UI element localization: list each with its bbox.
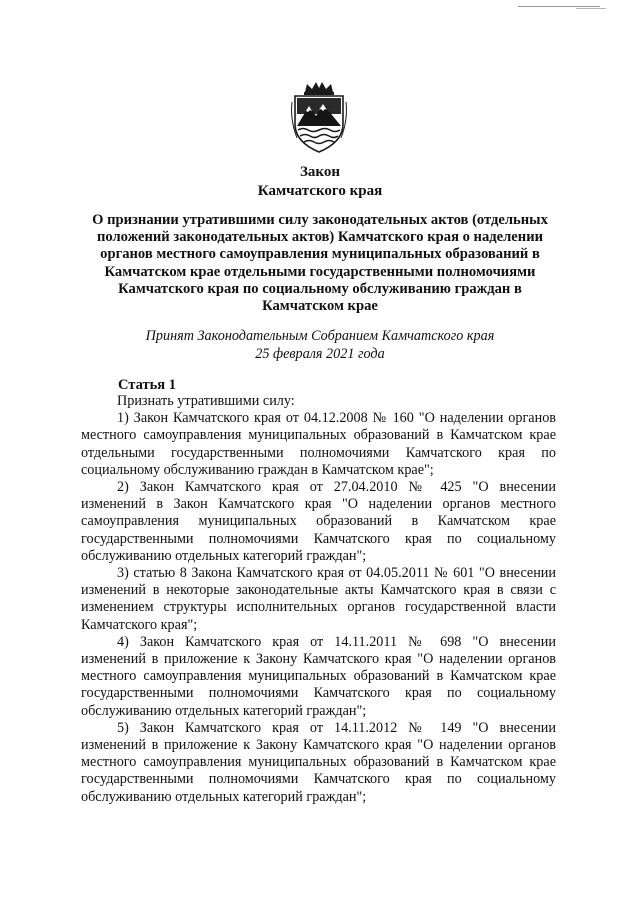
list-item-line: обслуживанию отдельных категорий граждан"; xyxy=(81,702,367,719)
article-body xyxy=(81,393,556,806)
heading-line: Камчатском крае xyxy=(262,298,378,315)
list-item-line: изменений в некоторые законодательные акты Камчатского края в связи с xyxy=(81,582,556,599)
list-item-line: 1) Закон Камчатского края от 04.12.2008 № 160 "О наделении органов xyxy=(117,410,556,427)
heading-line: Камчатского края по социальному обслуживанию граждан в xyxy=(118,280,522,297)
list-item-line: 5) Закон Камчатского края от 14.11.2012 № 149 "О внесении xyxy=(117,719,556,736)
article-intro: Признать утратившими силу: xyxy=(117,393,295,409)
list-item-line: изменений в Закон Камчатского края "О наделении органов местного xyxy=(81,496,556,513)
heading-line: органов местного самоуправления муниципальных образований в xyxy=(100,246,540,263)
law-heading xyxy=(82,212,558,315)
scan-artifact-line xyxy=(576,8,606,9)
list-item-line: местного самоуправления муниципальных образований в Камчатском крае xyxy=(81,668,556,685)
list-item-line: местного самоуправления муниципальных образований в Камчатском крае xyxy=(81,427,556,444)
list-item-line: 2) Закон Камчатского края от 27.04.2010 № 425 "О внесении xyxy=(117,479,556,496)
list-item-line: социальному обслуживанию граждан в Камчатском крае"; xyxy=(81,461,434,478)
list-item-line: изменением структуры исполнительных органов государственной власти xyxy=(81,599,556,616)
list-item-line: изменений в приложение к Закону Камчатского края "О наделении органов xyxy=(81,651,556,668)
law-region: Камчатского края xyxy=(257,183,383,199)
article-title: Статья 1 xyxy=(118,377,176,393)
kamchatka-coat-of-arms-icon xyxy=(289,80,349,154)
heading-line: О признании утратившими силу законодательных актов (отдельных xyxy=(92,212,548,228)
list-item-line: государственными полномочиями Камчатского края по социальному xyxy=(81,530,556,547)
law-title: Закон xyxy=(299,164,340,180)
list-item-line: 4) Закон Камчатского края от 14.11.2011 № 698 "О внесении xyxy=(117,633,556,650)
list-item-line: государственными полномочиями Камчатского края по социальному xyxy=(81,771,556,788)
heading-line: Камчатском крае отдельными государственными полномочиями xyxy=(104,263,536,280)
list-item-line: изменений в приложение к Закону Камчатского края "О наделении органов xyxy=(81,737,556,754)
list-item-line: местного самоуправления муниципальных образований в Камчатском крае xyxy=(81,754,556,771)
list-item-line: обслуживанию отдельных категорий граждан"; xyxy=(81,788,367,805)
list-item-line: самоуправления муниципальных образований в Камчатском крае xyxy=(81,513,556,530)
heading-line: положений законодательных актов) Камчатского края о наделении xyxy=(96,229,544,246)
list-item-line: 3) статью 8 Закона Камчатского края от 04.05.2011 № 601 "О внесении xyxy=(117,565,556,582)
list-item-line: Камчатского края"; xyxy=(81,616,198,633)
adoption-date: 25 февраля 2021 года xyxy=(255,345,385,362)
adoption-note xyxy=(0,328,640,363)
scan-artifact-line xyxy=(518,6,600,7)
list-item-line: отдельными государственными полномочиями Камчатского края по xyxy=(81,444,556,461)
adoption-line: Принят Законодательным Собранием Камчатского края xyxy=(145,328,495,344)
list-item-line: государственными полномочиями Камчатского края по социальному xyxy=(81,685,556,702)
list-item-line: обслуживанию отдельных категорий граждан"; xyxy=(81,547,367,564)
